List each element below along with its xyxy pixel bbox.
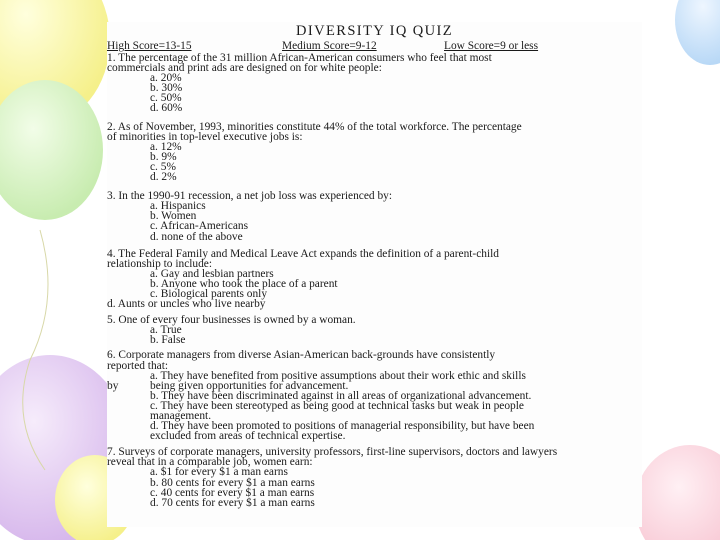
question-stem: of minorities in top-level executive jobs is: xyxy=(107,130,303,143)
answer-option-continuation: excluded from areas of technical expertise. xyxy=(150,430,346,443)
medium-score: Medium Score=9-12 xyxy=(282,40,377,52)
answer-option: d. Aunts or uncles who live nearby xyxy=(107,298,266,311)
answer-option: a. 12% xyxy=(150,140,182,153)
high-score: High Score=13-15 xyxy=(107,40,192,52)
answer-option: c. African-Americans xyxy=(150,220,249,233)
answer-option: c. Biological parents only xyxy=(150,287,268,300)
answer-option: a. Gay and lesbian partners xyxy=(150,267,274,280)
answer-option: b. 30% xyxy=(150,82,183,95)
question-stem: 1. The percentage of the 31 million African-American consumers who feel that most xyxy=(107,52,492,64)
answer-option: b. They have been discriminated against in all areas of organizational advancement. xyxy=(150,389,532,402)
answer-option: c. 5% xyxy=(150,160,176,173)
page-title: DIVERSITY IQ QUIZ xyxy=(296,23,453,39)
question-stem: 7. Surveys of corporate managers, university professors, first-line supervisors, doctors and lawyers xyxy=(107,446,558,459)
answer-option: a. Hispanics xyxy=(150,200,206,213)
quiz-document xyxy=(107,22,642,527)
low-score: Low Score=9 or less xyxy=(444,40,539,52)
question-stem: 6. Corporate managers from diverse Asian-American back-grounds have consistently xyxy=(107,349,496,362)
question-7 xyxy=(107,447,642,508)
question-3 xyxy=(107,191,642,241)
answer-option-continuation: management. xyxy=(150,410,212,422)
answer-option: d. 2% xyxy=(150,171,177,184)
question-stem: 3. In the 1990-91 recession, a net job loss was experienced by: xyxy=(107,190,393,203)
question-4 xyxy=(107,249,642,310)
answer-option: c. They have been stereotyped as being good at technical tasks but weak in people xyxy=(150,399,524,412)
answer-option: c. 50% xyxy=(150,92,182,105)
answer-option xyxy=(107,381,642,391)
question-stem: 2. As of November, 1993, minorities constitute 44% of the total workforce. The percentage xyxy=(107,120,522,133)
by-label: by xyxy=(107,379,119,392)
question-5 xyxy=(107,315,642,345)
answer-option: a. True xyxy=(150,324,182,337)
question-stem: relationship to include: xyxy=(107,257,213,270)
answer-option: a. 20% xyxy=(150,72,182,85)
answer-option: a. They have benefited from positive assumptions about their work ethic and skills xyxy=(150,369,526,382)
pink-balloon xyxy=(635,445,720,540)
answer-option: d. none of the above xyxy=(150,230,243,243)
answer-option: d. 60% xyxy=(150,102,183,115)
answer-option: c. 40 cents for every $1 a man earns xyxy=(150,486,315,499)
answer-option: b. False xyxy=(150,334,186,347)
answer-option: a. $1 for every $1 a man earns xyxy=(150,466,288,479)
answer-option: b. Anyone who took the place of a parent xyxy=(150,277,338,290)
answer-option: d. They have been promoted to positions of managerial responsibility, but have been xyxy=(150,420,535,433)
answer-option: b. 9% xyxy=(150,150,177,163)
answer-option-continuation: being given opportunities for advancement. xyxy=(150,379,349,392)
question-stem: commercials and print ads are designed on for white people: xyxy=(107,62,382,75)
answer-option: b. 80 cents for every $1 a man earns xyxy=(150,476,315,489)
question-stem: reveal that in a comparable job, women earn: xyxy=(107,456,313,469)
blue-balloon xyxy=(675,0,720,65)
question-stem: 5. One of every four businesses is owned by a woman. xyxy=(107,314,356,327)
question-stem: reported that: xyxy=(107,359,169,372)
question-1 xyxy=(107,53,642,114)
question-stem: 4. The Federal Family and Medical Leave Act expands the definition of a parent-child xyxy=(107,247,500,260)
answer-option: d. 70 cents for every $1 a man earns xyxy=(150,496,315,509)
question-6 xyxy=(107,350,642,441)
question-2 xyxy=(107,122,642,183)
answer-option: b. Women xyxy=(150,210,197,223)
